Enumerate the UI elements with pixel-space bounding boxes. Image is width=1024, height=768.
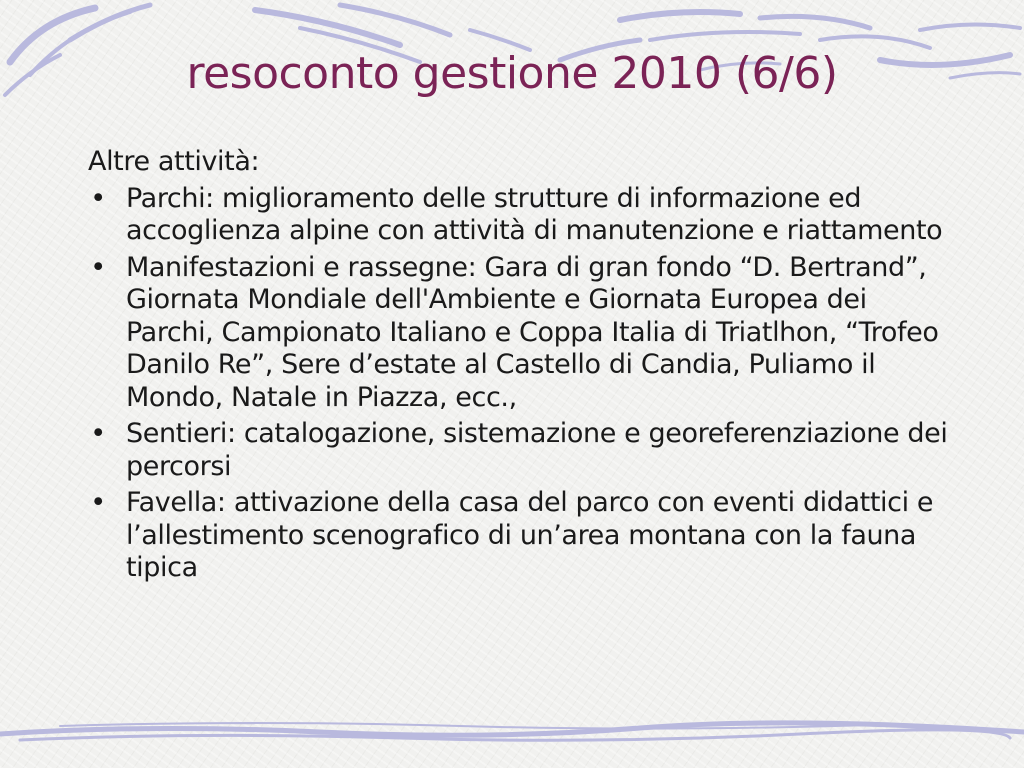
bullet-item-parchi xyxy=(88,183,958,248)
bullet-dot-icon: • xyxy=(90,418,106,449)
bullet-dot-icon: • xyxy=(90,251,106,283)
bullet-list xyxy=(88,183,958,585)
bullet-item-manifestazioni xyxy=(88,252,958,415)
bullet-text: Favella: attivazione della casa del parco con eventi didattici e l’allestimento scenografico di un’area montana con la fauna tipica xyxy=(126,487,934,583)
bullet-item-sentieri xyxy=(88,418,958,483)
bottom-brush-stroke-decoration xyxy=(0,712,1024,752)
bullet-text: Sentieri: catalogazione, sistemazione e georeferenziazione dei percorsi xyxy=(126,418,948,482)
bullet-dot-icon: • xyxy=(90,182,106,214)
bullet-item-favella xyxy=(88,487,958,585)
bullet-text: Manifestazioni e rassegne: Gara di gran fondo “D. Bertrand”, Giornata Mondiale dell'Ambiente e Giornata Europea dei Parchi, Campionato Italiano e Coppa Italia di Triatlhon, “Trofeo Danilo Re”, Sere d’estate al Castello di Candia, Puliamo il Mondo, Natale in Piazza, ecc., xyxy=(126,251,939,413)
intro-text: Altre attività: xyxy=(88,146,260,177)
slide-body xyxy=(88,146,958,589)
slide-title: resoconto gestione 2010 (6/6) xyxy=(186,48,838,99)
bullet-text: Parchi: miglioramento delle strutture di informazione ed accoglienza alpine con attività di manutenzione e riattamento xyxy=(126,182,943,246)
bullet-dot-icon: • xyxy=(90,487,106,518)
